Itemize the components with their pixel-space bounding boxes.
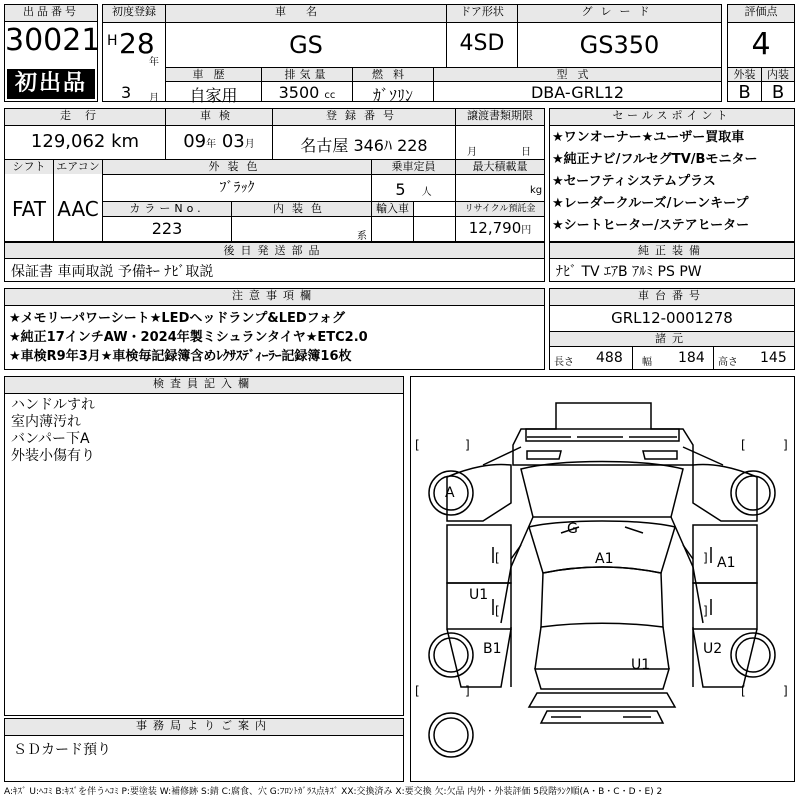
width-label: 幅	[642, 357, 652, 368]
transfer-day: 日	[521, 147, 531, 158]
notes-list	[9, 309, 368, 366]
cap-label: 乗車定員	[372, 160, 455, 174]
svg-text:[: [	[741, 438, 746, 452]
plate-number: 名古屋 346ﾊ 228	[300, 136, 428, 155]
score-label: 評価点	[728, 5, 794, 22]
inspection-date: 09年 03月	[183, 131, 255, 152]
height: 145	[760, 350, 787, 366]
svg-text:]: ]	[703, 604, 708, 618]
dims-label: 諸元	[550, 332, 794, 346]
lot-label: 出品番号	[5, 5, 97, 21]
mark-front-left-tire: A	[445, 485, 455, 501]
list-item: ハンドルすれ	[11, 397, 95, 413]
list-item: ★車検R9年3月★車検毎記録簿含めﾚｸｻｽﾃﾞｨｰﾗｰ記録簿16枚	[9, 349, 352, 364]
mark-trunk: U1	[631, 657, 651, 673]
plate-label: 登録番号	[273, 109, 455, 125]
mark-right-rear-fender: U2	[703, 641, 723, 657]
list-item: 外装小傷有り	[11, 448, 95, 464]
svg-text:]: ]	[465, 684, 470, 698]
list-item: 室内薄汚れ	[11, 414, 81, 430]
model-label: 型式	[434, 68, 721, 81]
score: 4	[751, 27, 771, 62]
mileage: 129,062 km	[30, 131, 140, 152]
mark-windshield: G	[567, 521, 578, 537]
reg-label: 初度登録	[103, 5, 165, 22]
later-parts-text: 保証書 車両取説 予備ｷｰ ﾅﾋﾞ取説	[11, 264, 214, 280]
ext-score: B	[738, 82, 751, 103]
grade: GS350	[579, 31, 660, 59]
office-box	[4, 718, 404, 782]
main-header-box	[102, 4, 722, 105]
car-name: GS	[289, 31, 323, 59]
svg-text:]: ]	[783, 684, 788, 698]
mark-left-rear-fender: B1	[483, 641, 502, 657]
mark-right-front-door: A1	[717, 555, 736, 571]
reg-era: H	[107, 33, 118, 49]
lot-box	[4, 4, 101, 102]
grade-label: グレード	[518, 5, 721, 22]
inspect-label: 車検	[166, 109, 272, 125]
car-diagram-box	[410, 376, 795, 782]
door-label: ドア形状	[447, 5, 517, 22]
sales-label: セールスポイント	[550, 109, 794, 125]
color-no-label: カラーNo.	[103, 202, 231, 216]
inspector-box	[4, 376, 404, 716]
ac: AAC	[57, 197, 99, 221]
notes-box	[4, 288, 545, 370]
width: 184	[678, 350, 705, 366]
equipment-text: ﾅﾋﾞ TV ｴｱB ｱﾙﾐ PS PW	[556, 264, 702, 280]
svg-text:]: ]	[783, 438, 788, 452]
displacement: 3500 cc	[278, 83, 336, 102]
inspector-label: 検査員記入欄	[5, 377, 403, 393]
mark-roof: A1	[595, 551, 614, 567]
reg-year: 28	[119, 27, 155, 60]
list-item: ★ワンオーナー★ユーザー買取車	[552, 130, 745, 145]
load-unit: kg	[530, 185, 543, 196]
transfer-label: 譲渡書類期限	[456, 109, 544, 125]
ac-label: エアコン	[54, 160, 102, 174]
mileage-label: 走行	[5, 109, 165, 125]
svg-text:[: [	[741, 684, 746, 698]
svg-text:[: [	[495, 551, 500, 565]
svg-text:[: [	[415, 438, 420, 452]
fuel: ｶﾞｿﾘﾝ	[372, 86, 413, 105]
shift-label: シフト	[5, 160, 53, 174]
color-no: 223	[151, 219, 183, 238]
reg-month: 3	[121, 83, 132, 102]
legend-footer: A:ｷｽﾞ U:ﾍｺﾐ B:ｷｽﾞを伴うﾍｺﾐ P:要塗装 W:補修跡 S:錆 C:腐食、穴 G:ﾌﾛﾝﾄｶﾞﾗｽ点ｷｽﾞ XX:交換済み X:要交換 欠:欠品 内外・外装評価 5段階ﾗﾝｸ順(A・B・C・D・E) 2	[4, 787, 663, 797]
equipment-label: 純正装備	[550, 243, 794, 258]
lot-number: 30021	[5, 23, 101, 58]
height-label: 高さ	[718, 357, 738, 368]
notes-label: 注意事項欄	[5, 289, 544, 305]
list-item: ★メモリーパワーシート★LEDヘッドランプ&LEDフォグ	[9, 311, 345, 326]
load-label: 最大積載量	[456, 160, 544, 174]
chassis-label: 車台番号	[550, 289, 794, 305]
list-item: ★セーフティシステムプラス	[552, 174, 716, 189]
int-label: 内装	[762, 68, 794, 81]
later-parts-label: 後日発送部品	[5, 243, 544, 258]
svg-text:[: [	[415, 684, 420, 698]
list-item: ★純正17インチAW・2024年製ミシュランタイヤ★ETC2.0	[9, 330, 368, 345]
specs-box	[4, 108, 545, 242]
diagram-marks	[445, 485, 735, 673]
int-score: B	[771, 82, 785, 103]
model: DBA-GRL12	[530, 83, 625, 102]
color-label: 外装色	[103, 160, 371, 174]
first-listing-badge: 初出品	[7, 69, 95, 99]
mark-left-rear-door: U1	[469, 587, 489, 603]
color: ﾌﾞﾗｯｸ	[219, 180, 255, 196]
history: 自家用	[189, 86, 238, 105]
capacity: 5 人	[395, 180, 432, 199]
chassis-number: GRL12-0001278	[611, 309, 733, 327]
recycle-label: リサイクル預託金	[456, 202, 544, 216]
length-label: 長さ	[554, 357, 574, 368]
car-diagram	[411, 377, 794, 781]
history-label: 車歴	[166, 68, 261, 81]
int-color-unit: 系	[357, 231, 367, 242]
month-unit: 月	[149, 93, 159, 104]
inspector-list	[11, 397, 95, 465]
list-item: ★シートヒーター/ステアヒーター	[552, 218, 750, 233]
list-item: バンパー下A	[11, 431, 90, 447]
svg-text:[: [	[495, 604, 500, 618]
transfer-month: 月	[467, 147, 477, 158]
year-unit: 年	[149, 57, 159, 68]
office-label: 事務局よりご案内	[5, 719, 403, 735]
name-label: 車名	[166, 5, 446, 22]
import-label: 輸入車	[372, 202, 413, 216]
list-item: ★純正ナビ/フルセグTV/Bモニター	[552, 152, 758, 167]
list-item: ★レーダークルーズ/レーンキープ	[552, 196, 749, 211]
later-parts-box	[4, 242, 545, 282]
fuel-label: 燃料	[353, 68, 433, 81]
sales-list	[552, 127, 757, 237]
equipment-box	[549, 242, 795, 282]
int-color-label: 内装色	[232, 202, 371, 216]
office-text: ＳＤカード預り	[13, 742, 111, 758]
svg-text:]: ]	[703, 551, 708, 565]
door-type: 4SD	[459, 31, 505, 56]
length: 488	[596, 350, 623, 366]
shift: FAT	[11, 197, 46, 221]
disp-label: 排気量	[262, 68, 352, 81]
ext-label: 外装	[728, 68, 761, 81]
sales-box	[549, 108, 795, 242]
recycle: 12,790円	[468, 219, 532, 237]
chassis-box	[549, 288, 795, 370]
svg-text:]: ]	[465, 438, 470, 452]
score-box	[727, 4, 795, 102]
